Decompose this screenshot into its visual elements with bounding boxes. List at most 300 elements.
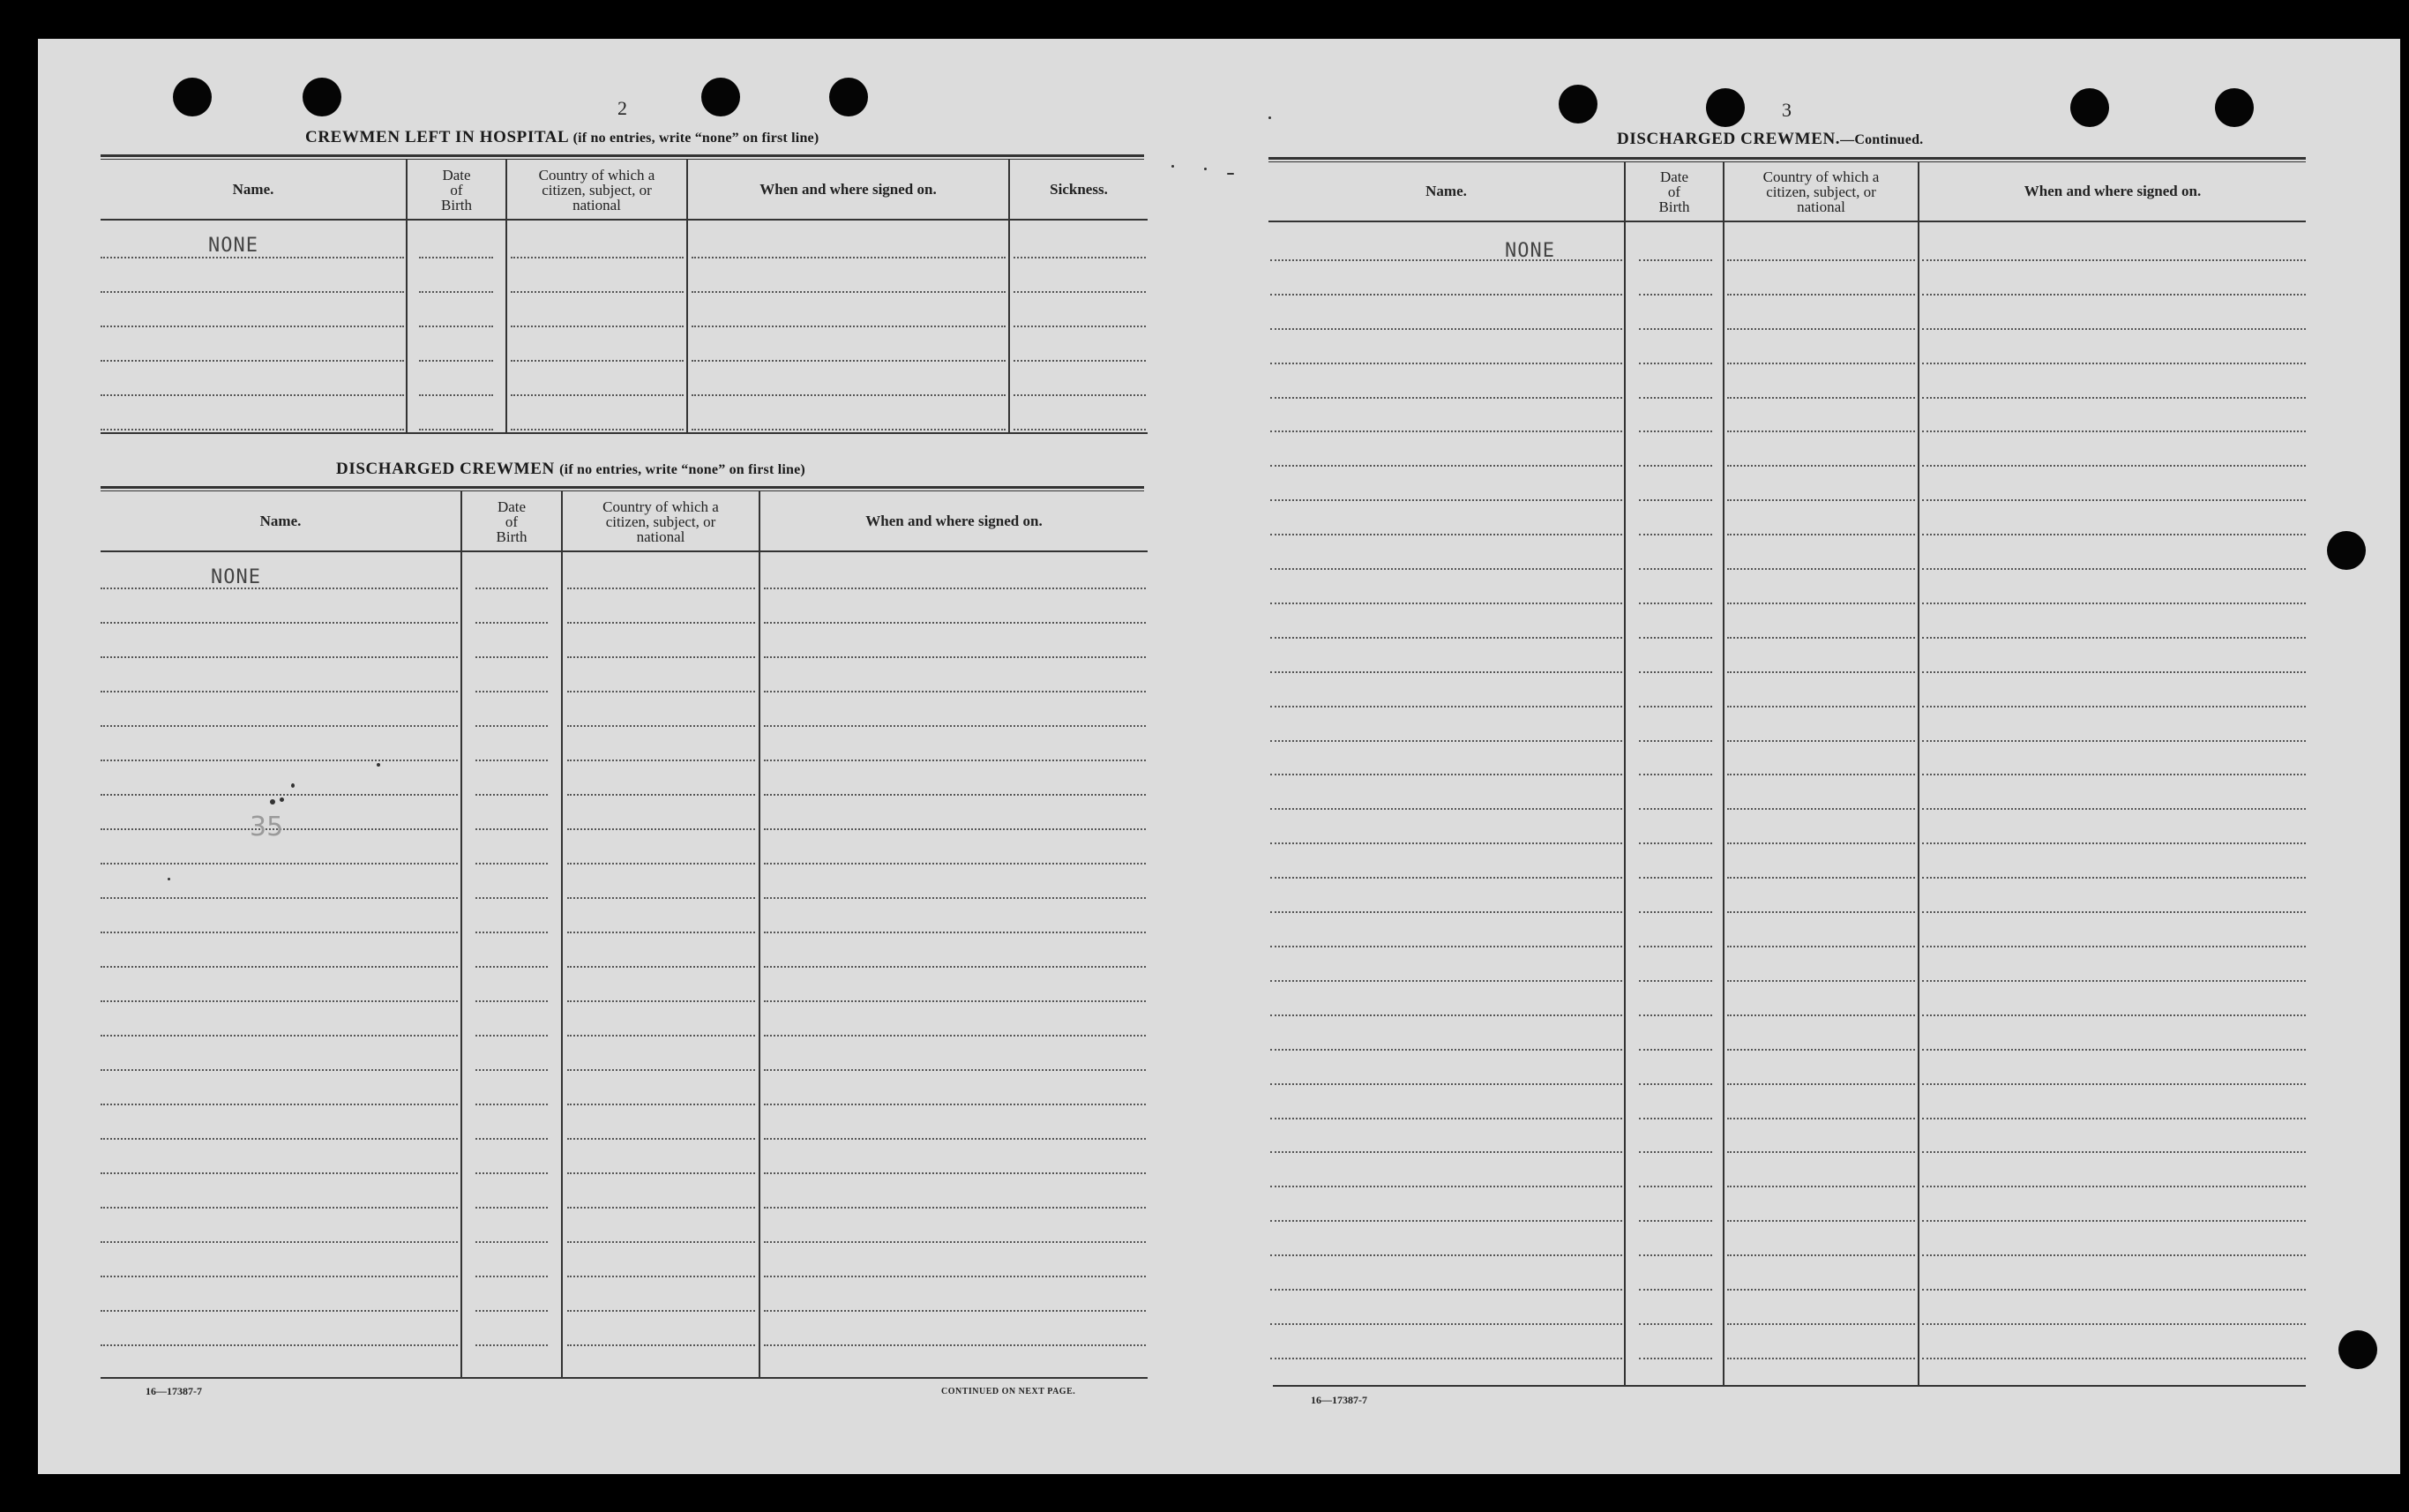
- entry-rule-line: [1727, 294, 1915, 296]
- entry-rule-line: [1270, 1118, 1622, 1119]
- entry-rule-line: [567, 932, 755, 933]
- column-header-country: Country of which a citizen, subject, or national: [538, 166, 655, 213]
- entry-rule-line: [1270, 294, 1622, 296]
- entry-rule-line: [101, 863, 458, 865]
- entry-rule-line: [1639, 1151, 1712, 1153]
- entry-rule-line: [567, 760, 755, 761]
- entry-rule-line: [567, 794, 755, 796]
- entry-rule-line: [764, 966, 1146, 968]
- entry-rule-line: [567, 1207, 755, 1209]
- entry-rule-line: [1922, 706, 2306, 707]
- entry-rule-line: [475, 622, 548, 624]
- entry-rule-line: [1014, 394, 1146, 396]
- entry-rule-line: [475, 1344, 548, 1346]
- entry-rule-line: [764, 863, 1146, 865]
- section-title-suffix: —Continued.: [1840, 132, 1924, 147]
- entry-rule-line: [1270, 980, 1622, 982]
- entry-rule-line: [101, 725, 458, 727]
- entry-rule-line: [1727, 1289, 1915, 1291]
- entry-rule-line: [1922, 1254, 2306, 1256]
- entry-rule-line: [1270, 1083, 1622, 1085]
- entry-rule-line: [1727, 499, 1915, 501]
- entry-rule-line: [1922, 1323, 2306, 1325]
- entry-rule-line: [1922, 534, 2306, 535]
- entry-rule-line: [475, 1276, 548, 1277]
- entry-rule-line: [1727, 430, 1915, 432]
- entry-rule-line: [475, 1207, 548, 1209]
- section-instruction: (if no entries, write “none” on first line): [559, 462, 805, 477]
- entry-rule-line: [1639, 1014, 1712, 1016]
- entry-rule-line: [475, 1138, 548, 1140]
- entry-rule-line: [1270, 1151, 1622, 1153]
- entry-rule-line: [419, 257, 493, 258]
- entry-rule-line: [1270, 1289, 1622, 1291]
- entry-rule-line: [475, 588, 548, 589]
- column-header-name: Name.: [232, 180, 274, 198]
- entry-rule-line: [1270, 499, 1622, 501]
- entry-rule-line: [567, 1172, 755, 1174]
- entry-rule-line: [1922, 637, 2306, 639]
- entry-rule-line: [1270, 1186, 1622, 1187]
- entry-rule-line: [764, 760, 1146, 761]
- entry-rule-line: [101, 588, 458, 589]
- entry-rule-line: [1270, 603, 1622, 604]
- entry-rule-line: [1639, 1358, 1712, 1359]
- entry-rule-line: [764, 794, 1146, 796]
- entry-rule-line: [1270, 1254, 1622, 1256]
- entry-rule-line: [764, 588, 1146, 589]
- handwritten-entry: NONE: [211, 566, 261, 588]
- entry-rule-line: [1922, 877, 2306, 879]
- entry-rule-line: [101, 1000, 458, 1002]
- entry-rule-line: [1639, 1083, 1712, 1085]
- entry-rule-line: [1270, 1014, 1622, 1016]
- entry-rule-line: [1922, 430, 2306, 432]
- section-title-discharged-continued: [1617, 130, 1923, 149]
- punch-hole: [1706, 88, 1745, 127]
- entry-rule-line: [567, 588, 755, 589]
- entry-rule-line: [1922, 603, 2306, 604]
- entry-rule-line: [1727, 980, 1915, 982]
- entry-rule-line: [1270, 671, 1622, 673]
- entry-rule-line: [475, 1241, 548, 1243]
- column-header-signed-on: When and where signed on.: [865, 512, 1043, 529]
- section-title-text: CREWMEN LEFT IN HOSPITAL: [305, 128, 569, 146]
- entry-rule-line: [692, 360, 1006, 362]
- entry-rule-line: [1639, 534, 1712, 535]
- entry-rule-line: [101, 691, 458, 692]
- entry-rule-line: [1922, 911, 2306, 913]
- entry-rule-line: [1014, 291, 1146, 293]
- entry-rule-line: [692, 394, 1006, 396]
- entry-rule-line: [101, 897, 458, 899]
- entry-rule-line: [1922, 1358, 2306, 1359]
- entry-rule-line: [1639, 1118, 1712, 1119]
- entry-rule-line: [475, 828, 548, 830]
- entry-rule-line: [1639, 465, 1712, 467]
- entry-rule-line: [764, 1241, 1146, 1243]
- ink-speck: [1227, 173, 1234, 175]
- entry-rule-line: [1727, 363, 1915, 364]
- entry-rule-line: [511, 326, 684, 327]
- entry-rule-line: [1727, 328, 1915, 330]
- ink-speck: [377, 763, 380, 767]
- entry-rule-line: [1639, 740, 1712, 742]
- entry-rule-line: [475, 794, 548, 796]
- entry-rule-line: [1922, 363, 2306, 364]
- entry-rule-line: [1727, 534, 1915, 535]
- entry-rule-line: [1270, 740, 1622, 742]
- entry-rule-line: [1270, 842, 1622, 844]
- entry-rule-line: [1727, 1014, 1915, 1016]
- entry-rule-line: [419, 429, 493, 430]
- entry-rule-line: [1639, 568, 1712, 570]
- entry-rule-line: [1270, 774, 1622, 775]
- page-number: 2: [617, 97, 627, 119]
- column-header-country: Country of which a citizen, subject, or national: [602, 498, 719, 545]
- entry-rule-line: [567, 828, 755, 830]
- entry-rule-line: [1727, 1049, 1915, 1051]
- entry-rule-line: [1922, 328, 2306, 330]
- entry-rule-line: [1639, 637, 1712, 639]
- entry-rule-line: [567, 1069, 755, 1071]
- column-header-date-of-birth: Date of Birth: [496, 498, 527, 545]
- entry-rule-line: [1727, 637, 1915, 639]
- entry-rule-line: [475, 932, 548, 933]
- entry-rule-line: [764, 691, 1146, 692]
- entry-rule-line: [1014, 360, 1146, 362]
- handwritten-entry: NONE: [208, 235, 258, 257]
- entry-rule-line: [475, 691, 548, 692]
- entry-rule-line: [1014, 429, 1146, 430]
- punch-hole: [2327, 531, 2366, 570]
- entry-rule-line: [475, 1172, 548, 1174]
- entry-rule-line: [764, 656, 1146, 658]
- entry-rule-line: [567, 1104, 755, 1105]
- entry-rule-line: [764, 932, 1146, 933]
- entry-rule-line: [101, 394, 404, 396]
- entry-rule-line: [1270, 1049, 1622, 1051]
- entry-rule-line: [101, 966, 458, 968]
- column-header-country: Country of which a citizen, subject, or national: [1762, 168, 1880, 215]
- entry-rule-line: [764, 1000, 1146, 1002]
- ink-speck: [1268, 116, 1271, 119]
- entry-rule-line: [511, 360, 684, 362]
- entry-rule-line: [101, 257, 404, 258]
- entry-rule-line: [1270, 259, 1622, 261]
- column-header-signed-on: When and where signed on.: [759, 180, 937, 198]
- entry-rule-line: [567, 725, 755, 727]
- entry-rule-line: [1639, 294, 1712, 296]
- entry-rule-line: [1639, 706, 1712, 707]
- entry-rule-line: [1922, 1151, 2306, 1153]
- entry-rule-line: [567, 1276, 755, 1277]
- entry-rule-line: [1270, 1220, 1622, 1222]
- entry-rule-line: [1922, 1014, 2306, 1016]
- entry-rule-line: [419, 394, 493, 396]
- entry-rule-line: [1727, 603, 1915, 604]
- entry-rule-line: [1922, 946, 2306, 947]
- entry-rule-line: [1270, 430, 1622, 432]
- entry-rule-line: [764, 1069, 1146, 1071]
- entry-rule-line: [1922, 980, 2306, 982]
- entry-rule-line: [419, 360, 493, 362]
- entry-rule-line: [764, 1035, 1146, 1037]
- entry-rule-line: [692, 326, 1006, 327]
- entry-rule-line: [1727, 568, 1915, 570]
- column-header-date-of-birth: Date of Birth: [441, 166, 472, 213]
- entry-rule-line: [1727, 1083, 1915, 1085]
- column-header-signed-on: When and where signed on.: [2024, 183, 2202, 199]
- entry-rule-line: [1727, 671, 1915, 673]
- ink-speck: [1171, 165, 1174, 168]
- entry-rule-line: [1922, 740, 2306, 742]
- entry-rule-line: [567, 622, 755, 624]
- entry-rule-line: [764, 897, 1146, 899]
- entry-rule-line: [764, 1276, 1146, 1277]
- entry-rule-line: [1639, 671, 1712, 673]
- ink-speck: [270, 799, 275, 805]
- entry-rule-line: [1014, 257, 1146, 258]
- entry-rule-line: [101, 360, 404, 362]
- entry-rule-line: [1727, 397, 1915, 399]
- entry-rule-line: [1270, 397, 1622, 399]
- entry-rule-line: [475, 966, 548, 968]
- faint-stamp-mark: 35: [250, 812, 284, 842]
- entry-rule-line: [101, 1344, 458, 1346]
- entry-rule-line: [1727, 706, 1915, 707]
- column-header-date-of-birth: Date of Birth: [1658, 168, 1690, 215]
- entry-rule-line: [101, 429, 404, 430]
- entry-rule-line: [475, 1000, 548, 1002]
- punch-hole: [2215, 88, 2254, 127]
- entry-rule-line: [1727, 1254, 1915, 1256]
- entry-rule-line: [1922, 259, 2306, 261]
- entry-rule-line: [567, 1000, 755, 1002]
- entry-rule-line: [567, 1344, 755, 1346]
- entry-rule-line: [764, 1172, 1146, 1174]
- entry-rule-line: [1727, 808, 1915, 810]
- entry-rule-line: [1639, 499, 1712, 501]
- entry-rule-line: [1270, 568, 1622, 570]
- entry-rule-line: [475, 1104, 548, 1105]
- entry-rule-line: [101, 1207, 458, 1209]
- entry-rule-line: [1639, 1186, 1712, 1187]
- entry-rule-line: [692, 291, 1006, 293]
- entry-rule-line: [692, 257, 1006, 258]
- section-title-hospital: [305, 128, 819, 147]
- column-header-name: Name.: [259, 512, 302, 529]
- entry-rule-line: [1727, 1151, 1915, 1153]
- entry-rule-line: [1727, 1323, 1915, 1325]
- entry-rule-line: [511, 394, 684, 396]
- section-title-text: DISCHARGED CREWMEN.: [1617, 130, 1841, 148]
- entry-rule-line: [101, 1069, 458, 1071]
- entry-rule-line: [1922, 808, 2306, 810]
- entry-rule-line: [1270, 706, 1622, 707]
- entry-rule-line: [1922, 1289, 2306, 1291]
- entry-rule-line: [419, 291, 493, 293]
- entry-rule-line: [1922, 465, 2306, 467]
- entry-rule-line: [1639, 259, 1712, 261]
- entry-rule-line: [567, 897, 755, 899]
- entry-rule-line: [1639, 980, 1712, 982]
- entry-rule-line: [1922, 397, 2306, 399]
- punch-hole: [2338, 1330, 2377, 1369]
- entry-rule-line: [1727, 465, 1915, 467]
- entry-rule-line: [692, 429, 1006, 430]
- entry-rule-line: [1639, 946, 1712, 947]
- entry-rule-line: [1922, 1220, 2306, 1222]
- entry-rule-line: [764, 1138, 1146, 1140]
- entry-rule-line: [1727, 1358, 1915, 1359]
- entry-rule-line: [1727, 911, 1915, 913]
- entry-rule-line: [475, 656, 548, 658]
- entry-rule-line: [1922, 499, 2306, 501]
- entry-rule-line: [101, 622, 458, 624]
- entry-rule-line: [1270, 328, 1622, 330]
- entry-rule-line: [764, 1310, 1146, 1312]
- entry-rule-line: [1270, 808, 1622, 810]
- entry-rule-line: [511, 257, 684, 258]
- entry-rule-line: [419, 326, 493, 327]
- entry-rule-line: [475, 1310, 548, 1312]
- entry-rule-line: [1922, 1118, 2306, 1119]
- entry-rule-line: [1727, 1220, 1915, 1222]
- entry-rule-line: [101, 326, 404, 327]
- entry-rule-line: [1639, 397, 1712, 399]
- entry-rule-line: [475, 897, 548, 899]
- entry-rule-line: [1639, 603, 1712, 604]
- entry-rule-line: [1639, 1289, 1712, 1291]
- entry-rule-line: [1270, 946, 1622, 947]
- entry-rule-line: [1270, 877, 1622, 879]
- entry-rule-line: [1270, 911, 1622, 913]
- entry-rule-line: [1639, 1049, 1712, 1051]
- entry-rule-line: [1639, 430, 1712, 432]
- entry-rule-line: [567, 1310, 755, 1312]
- entry-rule-line: [101, 760, 458, 761]
- entry-rule-line: [1727, 946, 1915, 947]
- punch-hole: [1559, 85, 1597, 124]
- column-header-sickness: Sickness.: [1050, 180, 1108, 198]
- entry-rule-line: [1922, 842, 2306, 844]
- entry-rule-line: [475, 1035, 548, 1037]
- entry-rule-line: [1727, 1118, 1915, 1119]
- entry-rule-line: [101, 656, 458, 658]
- entry-rule-line: [1922, 1083, 2306, 1085]
- entry-rule-line: [1270, 1323, 1622, 1325]
- entry-rule-line: [1639, 808, 1712, 810]
- section-title-text: DISCHARGED CREWMEN: [336, 460, 555, 478]
- entry-rule-line: [764, 1104, 1146, 1105]
- entry-rule-line: [1922, 294, 2306, 296]
- entry-rule-line: [1727, 259, 1915, 261]
- entry-rule-line: [475, 1069, 548, 1071]
- entry-rule-line: [1727, 774, 1915, 775]
- ink-speck: [291, 783, 295, 788]
- entry-rule-line: [475, 760, 548, 761]
- entry-rule-line: [764, 725, 1146, 727]
- entry-rule-line: [567, 966, 755, 968]
- entry-rule-line: [1639, 1254, 1712, 1256]
- ink-speck: [280, 797, 284, 802]
- entry-rule-line: [1270, 363, 1622, 364]
- entry-rule-line: [101, 1241, 458, 1243]
- form-number: 16—17387-7: [146, 1385, 202, 1397]
- entry-rule-line: [101, 1172, 458, 1174]
- entry-rule-line: [1727, 740, 1915, 742]
- entry-rule-line: [1639, 1220, 1712, 1222]
- entry-rule-line: [1639, 363, 1712, 364]
- entry-rule-line: [567, 691, 755, 692]
- ink-speck: [168, 878, 170, 880]
- entry-rule-line: [1270, 534, 1622, 535]
- entry-rule-line: [101, 1138, 458, 1140]
- entry-rule-line: [1639, 842, 1712, 844]
- entry-rule-line: [101, 794, 458, 796]
- entry-rule-line: [101, 932, 458, 933]
- entry-rule-line: [764, 1207, 1146, 1209]
- column-header-name: Name.: [1425, 183, 1467, 199]
- punch-hole: [829, 78, 868, 116]
- handwritten-entry: NONE: [1505, 240, 1555, 262]
- punch-hole: [2070, 88, 2109, 127]
- entry-rule-line: [567, 1035, 755, 1037]
- entry-rule-line: [1727, 842, 1915, 844]
- entry-rule-line: [764, 622, 1146, 624]
- entry-rule-line: [1639, 1323, 1712, 1325]
- entry-rule-line: [567, 1138, 755, 1140]
- document-paper: [38, 39, 2400, 1474]
- entry-rule-line: [567, 1241, 755, 1243]
- page-number: 3: [1782, 99, 1792, 121]
- entry-rule-line: [101, 1310, 458, 1312]
- entry-rule-line: [1727, 1186, 1915, 1187]
- entry-rule-line: [1639, 911, 1712, 913]
- entry-rule-line: [1922, 774, 2306, 775]
- entry-rule-line: [1922, 568, 2306, 570]
- entry-rule-line: [511, 291, 684, 293]
- entry-rule-line: [567, 656, 755, 658]
- entry-rule-line: [1922, 1049, 2306, 1051]
- entry-rule-line: [475, 725, 548, 727]
- entry-rule-line: [511, 429, 684, 430]
- entry-rule-line: [764, 1344, 1146, 1346]
- continued-note: CONTINUED ON NEXT PAGE.: [941, 1387, 1076, 1396]
- entry-rule-line: [1639, 877, 1712, 879]
- entry-rule-line: [1014, 326, 1146, 327]
- entry-rule-line: [1922, 1186, 2306, 1187]
- entry-rule-line: [1270, 465, 1622, 467]
- entry-rule-line: [764, 828, 1146, 830]
- punch-hole: [173, 78, 212, 116]
- section-instruction: (if no entries, write “none” on first line): [572, 131, 819, 146]
- entry-rule-line: [1639, 774, 1712, 775]
- entry-rule-line: [101, 1104, 458, 1105]
- entry-rule-line: [567, 863, 755, 865]
- entry-rule-line: [1922, 671, 2306, 673]
- entry-rule-line: [1270, 637, 1622, 639]
- section-title-discharged: [336, 460, 805, 479]
- punch-hole: [303, 78, 341, 116]
- entry-rule-line: [1727, 877, 1915, 879]
- entry-rule-line: [101, 1035, 458, 1037]
- entry-rule-line: [1270, 1358, 1622, 1359]
- entry-rule-line: [101, 1276, 458, 1277]
- form-number: 16—17387-7: [1311, 1394, 1367, 1406]
- ink-speck: [1204, 168, 1207, 170]
